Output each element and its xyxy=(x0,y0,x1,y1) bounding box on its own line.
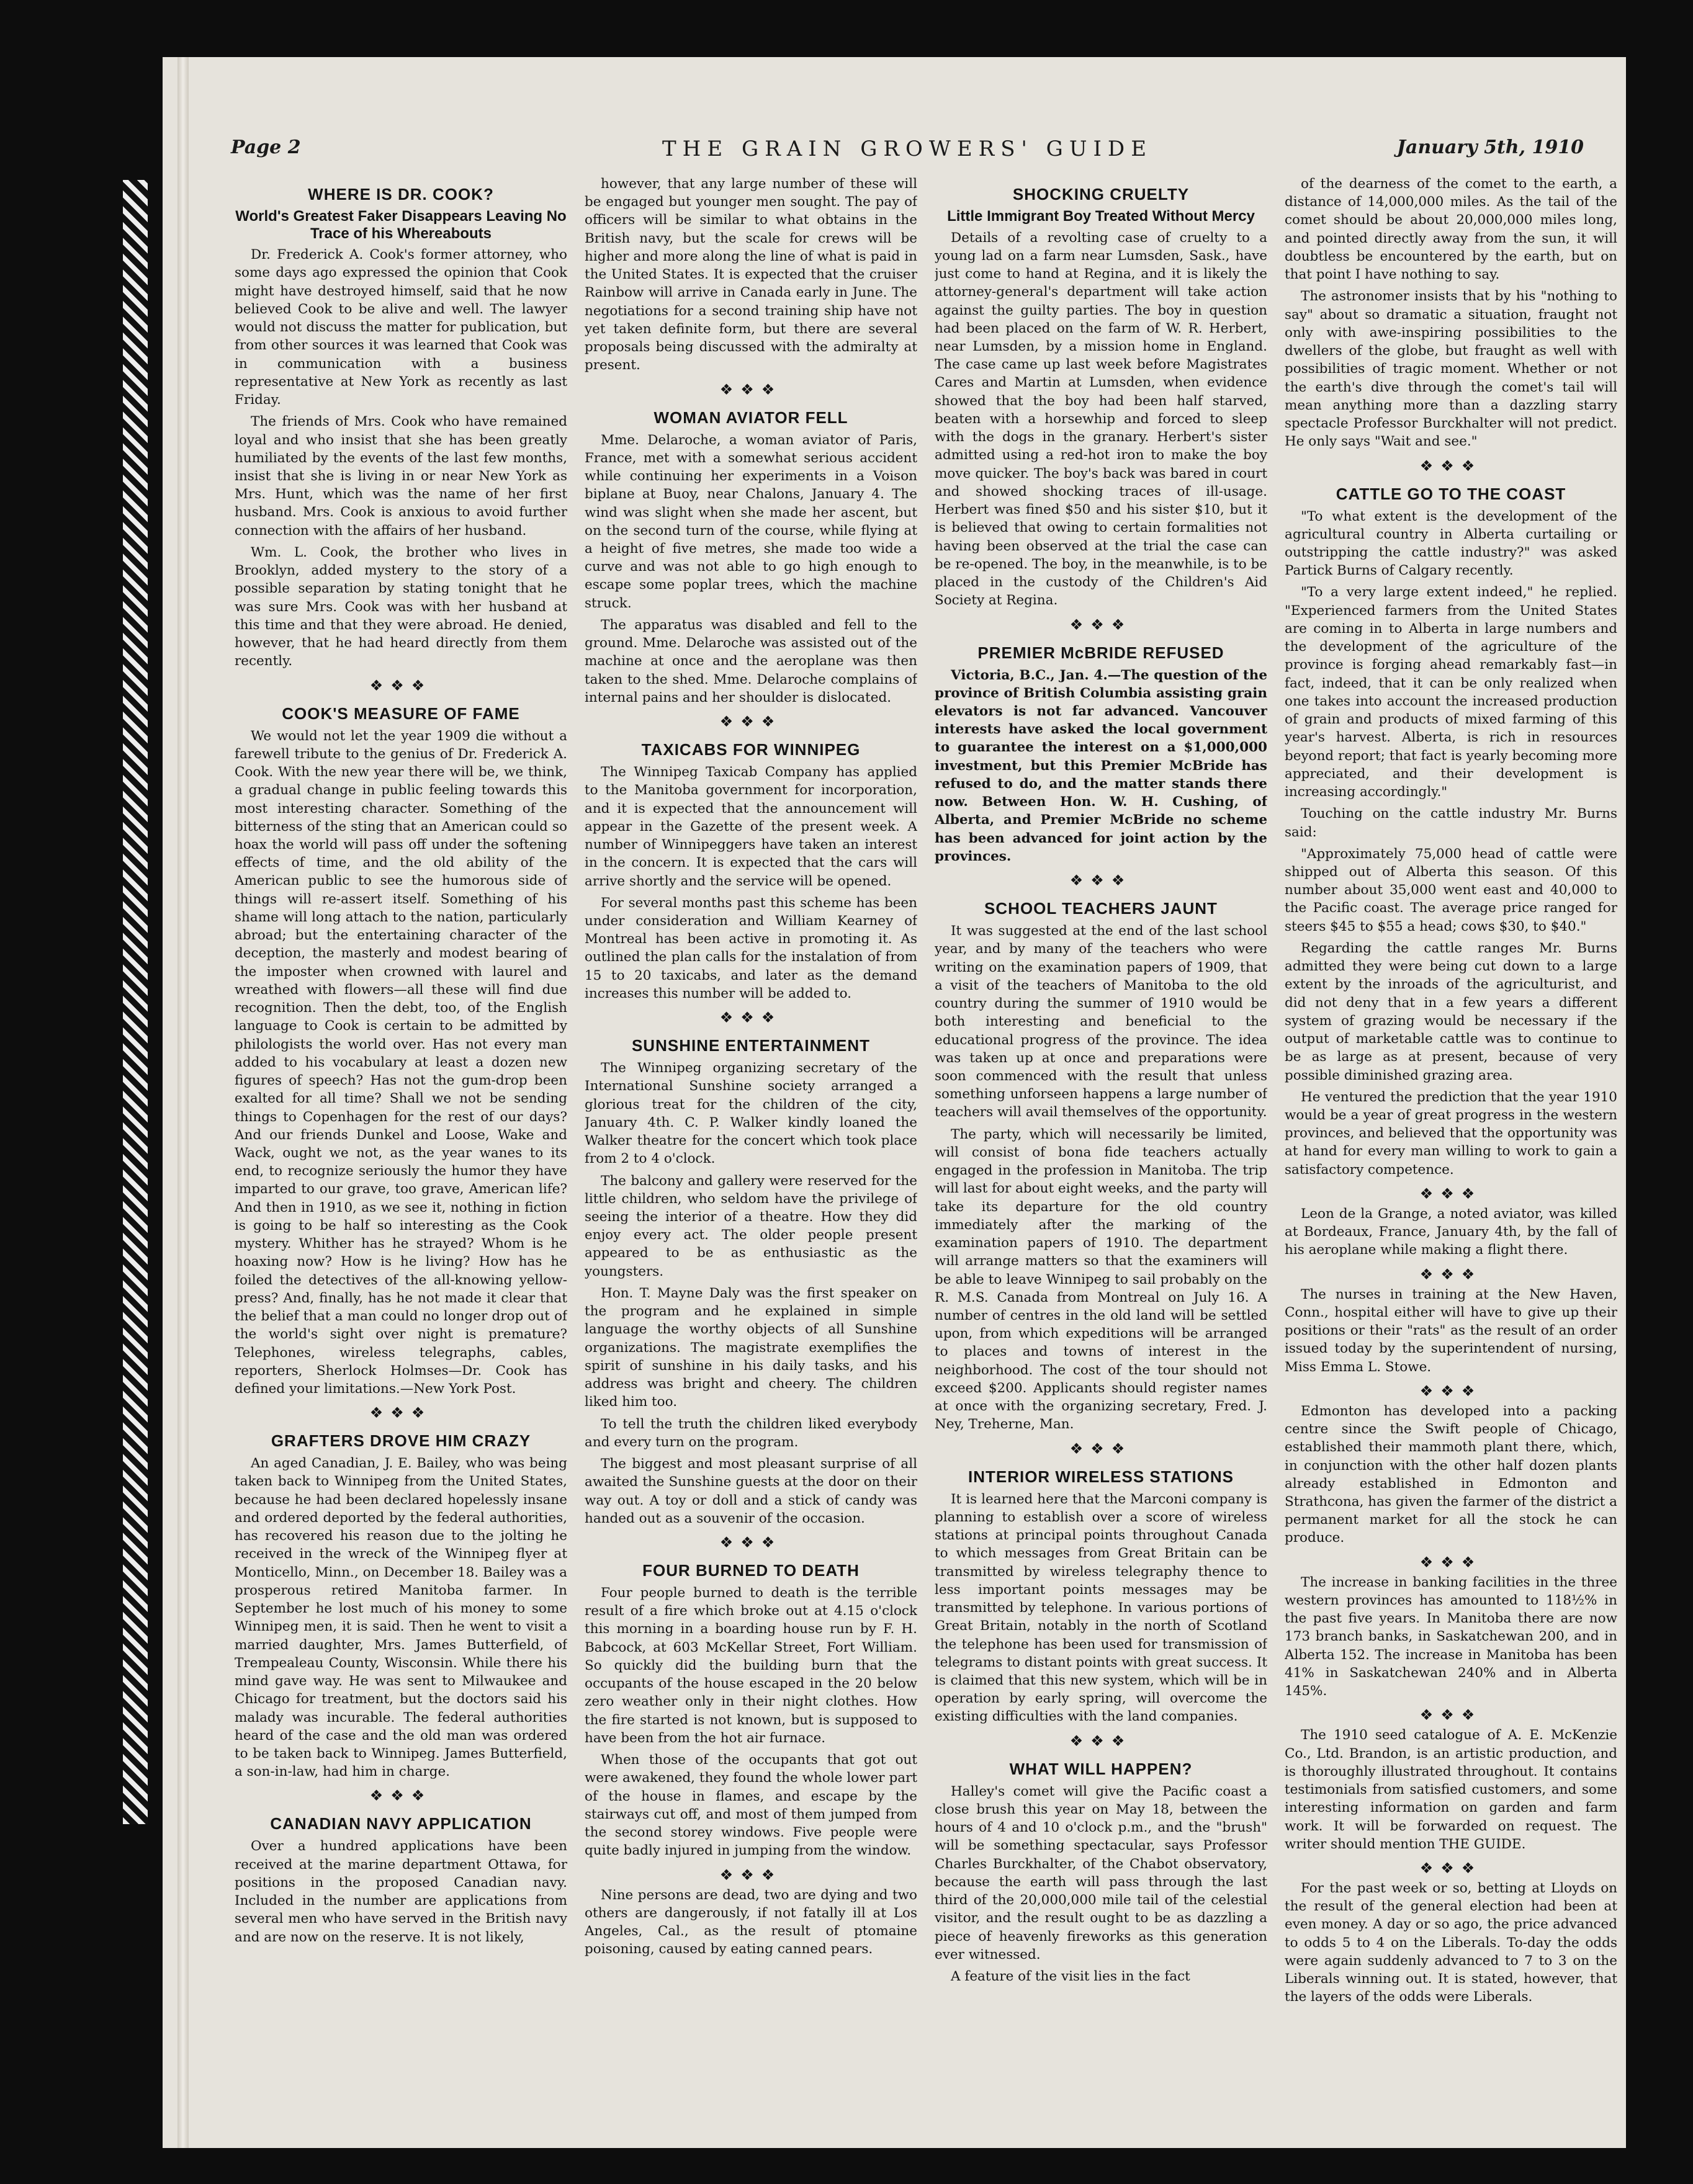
section-ornament: ❖❖❖ xyxy=(719,1534,783,1551)
article-paragraph: "To what extent is the development of the agricultural country in Alberta curtailing or outstripping the cattle industry?" was asked Partick Burns of Calgary recently. xyxy=(1285,508,1617,579)
article-paragraph: A feature of the visit lies in the fact xyxy=(951,1969,1190,1985)
article-paragraph: The balcony and gallery were reserved for the little children, who seldom have the privilege of seeing the interior of a theatre. How they did enjoy every act. The older people present appeared to be as enthusiastic as the youngsters. xyxy=(585,1173,917,1279)
section-ornament: ❖❖❖ xyxy=(1419,1706,1483,1724)
article-paragraph: It is learned here that the Marconi company is planning to establish over a score of wireless stations at principal points throughout Canada to which messages from Great Britain can be transmitted by wireless telegraphy thence to less important points messages may be transmitted by telephone. In various portions of Great Britain, notably in the north of Scotland the telephone has been used for transmission of telegrams to distant points with great success. It is claimed that this new system, which will be in operation by early spring, will overcome the existing difficulties with the land companies. xyxy=(935,1491,1267,1725)
article-headline: INTERIOR WIRELESS STATIONS xyxy=(968,1467,1234,1486)
article-paragraph: The friends of Mrs. Cook who have remained loyal and who insist that she has been greatly humiliated by the events of the last few months, insist that she is living in or near New York as Mrs. Hunt, which was the name of her first husband. Mrs. Cook is anxious to avoid further connection with the affairs of her husband. xyxy=(235,414,567,539)
article-headline: WOMAN AVIATOR FELL xyxy=(653,408,848,427)
section-ornament: ❖❖❖ xyxy=(719,1866,783,1884)
article-paragraph: Halley's comet will give the Pacific coast a close brush this year on May 18, between the hours of 4 and 10 o'clock p.m., and the "brush" will be something spectacular, says Professor Charles Burckhalter, of the Chabot observatory, because the earth will pass through the last third of the 20,000,000 mile tail of the celestial visitor, and the result ought to be as dazzling a piece of heavenly fireworks as this generation ever witnessed. xyxy=(935,1783,1267,1962)
article-paragraph: Details of a revolting case of cruelty to a young lad on a farm near Lumsden, Sask., have just come to hand at Regina, and it is likely the attorney-general's department will take action against the guilty parties. The boy in question had been placed on the farm of W. R. Herbert, near Lumsden, by a mission home in England. The case came up last week before Magistrates Cares and Martin at Lumsden, when evidence showed that the boy had been half starved, beaten with a horsewhip and forced to sleep with the dogs in the granary. Herbert's sister admitted using a red-hot iron to make the boy move quicker. The boy's back was bared in court and showed shocking traces of ill-usage. Herbert was fined $50 and his sister $10, but it is believed that owing to certain formalities not having been observed at the trial the case can be re-opened. The boy, in the meanwhile, is to be placed in the custody of the Children's Aid Society at Regina. xyxy=(935,230,1267,609)
page-edge-binding xyxy=(123,180,148,1824)
article-paragraph: "To a very large extent indeed," he replied. "Experienced farmers from the United States are coming in to Alberta in large numbers and the development of the agriculture of the province is forging ahead remarkably fast—in fact, indeed, that it can be only realized when one takes into account the increased production of grain and products of mixed farming of this year's harvest. Alberta, is rich in resources beyond report; that fact is yearly becoming more appreciated, and their development is increasing accordingly." xyxy=(1285,584,1617,800)
article-headline: CATTLE GO TO THE COAST xyxy=(1336,484,1566,503)
section-ornament: ❖❖❖ xyxy=(1419,1382,1483,1400)
column-4 xyxy=(1285,175,1617,2111)
section-ornament: ❖❖❖ xyxy=(1419,1184,1483,1202)
article-headline: PREMIER McBRIDE REFUSED xyxy=(977,643,1224,662)
article-paragraph: Edmonton has developed into a packing centre since the Swift people of Chicago, established their mammoth plant there, which, in conjunction with the other half dozen plants already established in Edmonton and Strathcona, has given the farmer of the district a permanent market for all the stock he can produce. xyxy=(1285,1403,1617,1546)
section-ornament: ❖❖❖ xyxy=(1419,1553,1483,1571)
article-paragraph: For several months past this scheme has been under consideration and William Kearney of Montreal has been active in promoting it. As outlined the plan calls for the instalation of from 15 to 20 taxicabs, and later as the demand increases this number will be added to. xyxy=(585,895,917,1001)
article-headline: SUNSHINE ENTERTAINMENT xyxy=(631,1036,871,1055)
article-subheadline: World's Greatest Faker Disappears Leaving No Trace of his Whereabouts xyxy=(235,208,567,242)
article-headline: CANADIAN NAVY APPLICATION xyxy=(270,1814,532,1833)
section-ornament: ❖❖❖ xyxy=(1419,1859,1483,1877)
article-paragraph: An aged Canadian, J. E. Bailey, who was being taken back to Winnipeg from the United States, because he had been declared hopelessly insane and ordered deported by the federal authorities, has recovered his reason due to the jolting he received in the wreck of the Winnipeg flyer at Monticello, Minn., on December 18. Bailey was a prosperous retired Manitoba farmer. In September he lost much of his money to some Winnipeg men, it is said. Then he went to visit a married daughter, Mrs. James Butterfield, of Trempealeau County, Wisconsin. While there his mind gave way. He was sent to Milwaukee and Chicago for treatment, but the doctors said his malady was incurable. The federal authorities heard of the case and the old man was ordered to be taken back to Winnipeg. James Butterfield, a son-in-law, had him in charge. xyxy=(235,1456,567,1780)
section-ornament: ❖❖❖ xyxy=(1069,1732,1133,1750)
masthead-title: THE GRAIN GROWERS' GUIDE xyxy=(662,136,1153,161)
page-number: Page 2 xyxy=(231,136,301,158)
section-ornament: ❖❖❖ xyxy=(369,1404,433,1422)
article-headline: SCHOOL TEACHERS JAUNT xyxy=(984,899,1218,918)
article-paragraph: Leon de la Grange, a noted aviator, was killed at Bordeaux, France, January 4th, by the fall of his aeroplane while making a flight there. xyxy=(1285,1206,1617,1258)
issue-date: January 5th, 1910 xyxy=(1396,136,1584,158)
article-paragraph: To tell the truth the children liked everybody and every turn on the program. xyxy=(585,1416,917,1450)
article-paragraph: Regarding the cattle ranges Mr. Burns admitted they were being cut down to a large extent by the inroads of the agriculturist, and did not deny that in a few years a different system of grazing would be necessary if the output of marketable cattle was to continue to be as large as at present, because of very possible diminished grazing area. xyxy=(1285,940,1617,1083)
section-ornament: ❖❖❖ xyxy=(369,676,433,694)
article-paragraph: Wm. L. Cook, the brother who lives in Brooklyn, added mystery to the story of a possible separation by stating tonight that he was sure Mrs. Cook was with her husband at this time and that they were abroad. He denied, however, that he had heard directly from them recently. xyxy=(235,544,567,669)
article-paragraph: The Winnipeg Taxicab Company has applied to the Manitoba government for incorporation, and it is expected that the announcement will appear in the Gazette of the present week. A number of Winnipeggers have taken an interest in the concern. It is expected that the cars will arrive shortly and the service will be opened. xyxy=(585,764,917,889)
article-headline: FOUR BURNED TO DEATH xyxy=(642,1561,860,1580)
article-paragraph: "Approximately 75,000 head of cattle were shipped out of Alberta this season. Of this number about 35,000 went east and 40,000 to the Pacific coast. The average price ranged for steers $45 to $55 a head; cows $30, to $40." xyxy=(1285,846,1617,934)
article-paragraph: The astronomer insists that by his "nothing to say" about so dramatic a situation, fraught not only with awe-inspiring possibilities to the dwellers of the globe, but fraught as well with possibilities of tragic moment. Whether or not the earth's dive through the comet's tail will mean anything more than a dazzling starry spectacle Professor Burckhalter will not predict. He only says "Wait and see." xyxy=(1285,289,1617,450)
article-headline: WHERE IS DR. COOK? xyxy=(308,185,494,204)
article-paragraph: Dr. Frederick A. Cook's former attorney, who some days ago expressed the opinion that Cook might have destroyed himself, said that he now believed Cook to be alive and well. The lawyer would not discuss the matter for publication, but from other sources it was learned that Cook was in communication with a business representative at New York as recently as last Friday. xyxy=(235,247,567,408)
article-paragraph: however, that any large number of these will be engaged but younger men sought. The pay of officers will be similar to what obtains in the British navy, but the scale for crews will be higher and more along the line of what is paid in the United States. It is expected that the cruiser Rainbow will arrive in Canada early in June. The negotiations for a second training ship have not yet taken definite form, but there are several proposals being discussed with the admiralty at present. xyxy=(585,176,917,374)
article-paragraph: For the past week or so, betting at Lloyds on the result of the general election had been at even money. A day or so ago, the price advanced to odds 5 to 4 on the Liberals. To-day the odds were again suddenly advanced to 7 to 3 on the Liberals winning out. It is stated, however, that the layers of the odds were Liberals. xyxy=(1285,1880,1617,2005)
article-paragraph: Nine persons are dead, two are dying and two others are dangerously, if not fatally ill at Los Angeles, Cal., as the result of ptomaine poisoning, caused by eating canned pears. xyxy=(585,1887,917,1958)
article-paragraph: The party, which will necessarily be limited, will consist of bona fide teachers actually engaged in the profession in Manitoba. The trip will last for about eight weeks, and the party will take its departure for the old country immediately after the marking of the examination papers of 1910. The department will arrange matters so that the examiners will be able to leave Winnipeg to sail probably on the R. M.S. Canada from Montreal on July 16. A number of centres in the old land will be settled upon, from which expeditions will be arranged to places and towns of interest in the neighborhood. The cost of the tour should not exceed $200. Applicants should register names at once with the organizing secretary, Fred. J. Ney, Treherne, Man. xyxy=(935,1126,1267,1433)
column-1 xyxy=(235,175,567,2111)
section-ornament: ❖❖❖ xyxy=(719,713,783,731)
article-paragraph: When those of the occupants that got out were awakened, they found the whole lower part of the house in flames, and escape by the stairways cut off, and most of them jumped from the second storey windows. Five people were quite badly injured in jumping from the window. xyxy=(585,1752,917,1859)
article-headline: TAXICABS FOR WINNIPEG xyxy=(641,740,861,759)
article-paragraph: Victoria, B.C., Jan. 4.—The question of the province of British Columbia assisting grain elevators is not far advanced. Vancouver interests have asked the local government to guarantee the interest on a $1,000,000 investment, but this Premier McBride has refused to do, and the matter stands there now. Between Hon. W. H. Cushing, of Alberta, and Premier McBride no scheme has been advanced for joint action by the provinces. xyxy=(935,667,1267,864)
section-ornament: ❖❖❖ xyxy=(1069,615,1133,633)
article-paragraph: He ventured the prediction that the year 1910 would be a year of great progress in the western provinces, and believed that the opportunity was at hand for every man willing to work to gain a satisfactory competence. xyxy=(1285,1089,1617,1178)
article-paragraph: Mme. Delaroche, a woman aviator of Paris, France, met with a somewhat serious accident while continuing her experiments in a Voison biplane at Buoy, near Chalons, January 4. The wind was slight when she made her ascent, but on the second turn of the course, while flying at a height of five metres, she made too wide a curve and was not able to go high enough to escape some poplar trees, which the machine struck. xyxy=(585,432,917,611)
article-paragraph: Hon. T. Mayne Daly was the first speaker on the program and he explained in simple language the worthy objects of all Sunshine organizations. The magistrate exemplifies the spirit of sunshine in his daily tasks, and his address was bright and cheery. The children liked him too. xyxy=(585,1285,917,1410)
section-ornament: ❖❖❖ xyxy=(1419,1265,1483,1283)
column-3 xyxy=(935,175,1267,2111)
article-subheadline: Little Immigrant Boy Treated Without Mercy xyxy=(947,208,1255,225)
section-ornament: ❖❖❖ xyxy=(1069,872,1133,890)
article-paragraph: The 1910 seed catalogue of A. E. McKenzie Co., Ltd. Brandon, is an artistic production, and is thoroughly illustrated throughout. It contains testimonials from satisfied customers, and some interesting information on garden and farm work. It will be forwarded on request. The writer should mention THE GUIDE. xyxy=(1285,1727,1617,1852)
section-ornament: ❖❖❖ xyxy=(1069,1439,1133,1457)
article-headline: SHOCKING CRUELTY xyxy=(1012,185,1190,204)
section-ornament: ❖❖❖ xyxy=(1419,457,1483,475)
article-paragraph: The biggest and most pleasant surprise of all awaited the Sunshine guests at the door on their way out. A toy or doll and a stick of candy was handed out as a souvenir of the occasion. xyxy=(585,1456,917,1526)
article-headline: GRAFTERS DROVE HIM CRAZY xyxy=(271,1431,531,1451)
article-paragraph: Four people burned to death is the terrible result of a fire which broke out at 4.15 o'clock this morning in a boarding house run by F. H. Babcock, at 603 McKellar Street, Fort William. So quickly did the building burn that the occupants of the house escaped in the 20 below zero weather only in their night clothes. How the fire started is not known, but is supposed to have been from the hot air furnace. xyxy=(585,1585,917,1746)
newspaper-page xyxy=(163,57,1626,2148)
column-2 xyxy=(585,175,917,2111)
section-ornament: ❖❖❖ xyxy=(369,1787,433,1805)
article-paragraph: Touching on the cattle industry Mr. Burns said: xyxy=(1285,806,1617,840)
article-paragraph: of the dearness of the comet to the earth, a distance of 14,000,000 miles. As the tail of the comet should be about 20,000,000 miles long, and pointed directly away from the sun, it will doubtless be encountered by the earth, but on that point I have nothing to say. xyxy=(1285,176,1617,283)
section-ornament: ❖❖❖ xyxy=(719,380,783,398)
article-headline: COOK'S MEASURE OF FAME xyxy=(282,704,520,723)
page-header xyxy=(231,136,1584,174)
article-headline: WHAT WILL HAPPEN? xyxy=(1009,1759,1193,1778)
article-paragraph: We would not let the year 1909 die without a farewell tribute to the genius of Dr. Frederick A. Cook. With the new year there will be, we think, a gradual change in public feeling towards this most interesting character. Something of the bitterness of the sting that an American could so hoax the world will pass off under the softening effects of time, and the old ability of the American public to see the humorous side of things will re-assert itself. Something of his shame will long attach to the nation, particularly abroad; but the entertaining character of the deception, the masterly and modest bearing of the imposter when crowned with laurel and wreathed with flowers—all these will find due recognition. Then the debt, too, of the English language to Cook is certain to be admitted by philologists the world over. Has not every man added to his vocabulary at least a dozen new figures of speech? Has not the gum-drop been exalted for all time? Shall we not be sending things to Copenhagen for the rest of our days? And our friends Dunkel and Loose, Wake and Wack, ought we not, as the year wanes to its end, to recognize seriously the humor they have imparted to our grave, too grave, American life? And then in 1910, as we see it, nothing in fiction is going to be half so interesting as the Cook mystery. Whither has he strayed? Whom is he hoaxing now? How is he living? How has he foiled the detectives of the all-knowing yellow-press? And, finally, has he not made it clear that the belief that a man could no longer drop out of the world's sight over night is premature? Telephones, wireless telegraphs, cables, reporters, Sherlock Holmses—Dr. Cook has defined your limitations.—New York Post. xyxy=(235,728,567,1397)
article-paragraph: The nurses in training at the New Haven, Conn., hospital either will have to give up their positions or their "rats" as the result of an order issued today by the superintendent of nursing, Miss Emma L. Stowe. xyxy=(1285,1286,1617,1375)
section-ornament: ❖❖❖ xyxy=(719,1009,783,1027)
page-fold xyxy=(177,57,189,2148)
article-paragraph: The increase in banking facilities in the three western provinces has amounted to 118½% in the past five years. In Manitoba there are now 173 branch banks, in Saskatchewan 200, and in Alberta 152. The increase in Manitoba has been 41% in Saskatchewan 240% and in Alberta 145%. xyxy=(1285,1574,1617,1699)
article-paragraph: It was suggested at the end of the last school year, and by many of the teachers who were writing on the examination papers of 1909, that a visit of the teachers of Manitoba to the old country during the summer of 1910 would be both interesting and beneficial to the educational progress of the province. The idea was taken up at once and preparations were soon commenced with the result that unless something unforseen happens a large number of teachers will avail themselves of the opportunity. xyxy=(935,923,1267,1121)
article-paragraph: The Winnipeg organizing secretary of the International Sunshine society arranged a glorious treat for the children of the city, January 4th. C. P. Walker kindly loaned the Walker theatre for the concert which took place from 2 to 4 o'clock. xyxy=(585,1060,917,1167)
article-paragraph: Over a hundred applications have been received at the marine department Ottawa, for positions in the proposed Canadian navy. Included in the number are applications from several men who have served in the British navy and are now on the reserve. It is not likely, xyxy=(235,1838,567,1945)
article-paragraph: The apparatus was disabled and fell to the ground. Mme. Delaroche was assisted out of the machine at once and the aeroplane was then taken to the shed. Mme. Delaroche complains of internal pains and her shoulder is dislocated. xyxy=(585,617,917,705)
